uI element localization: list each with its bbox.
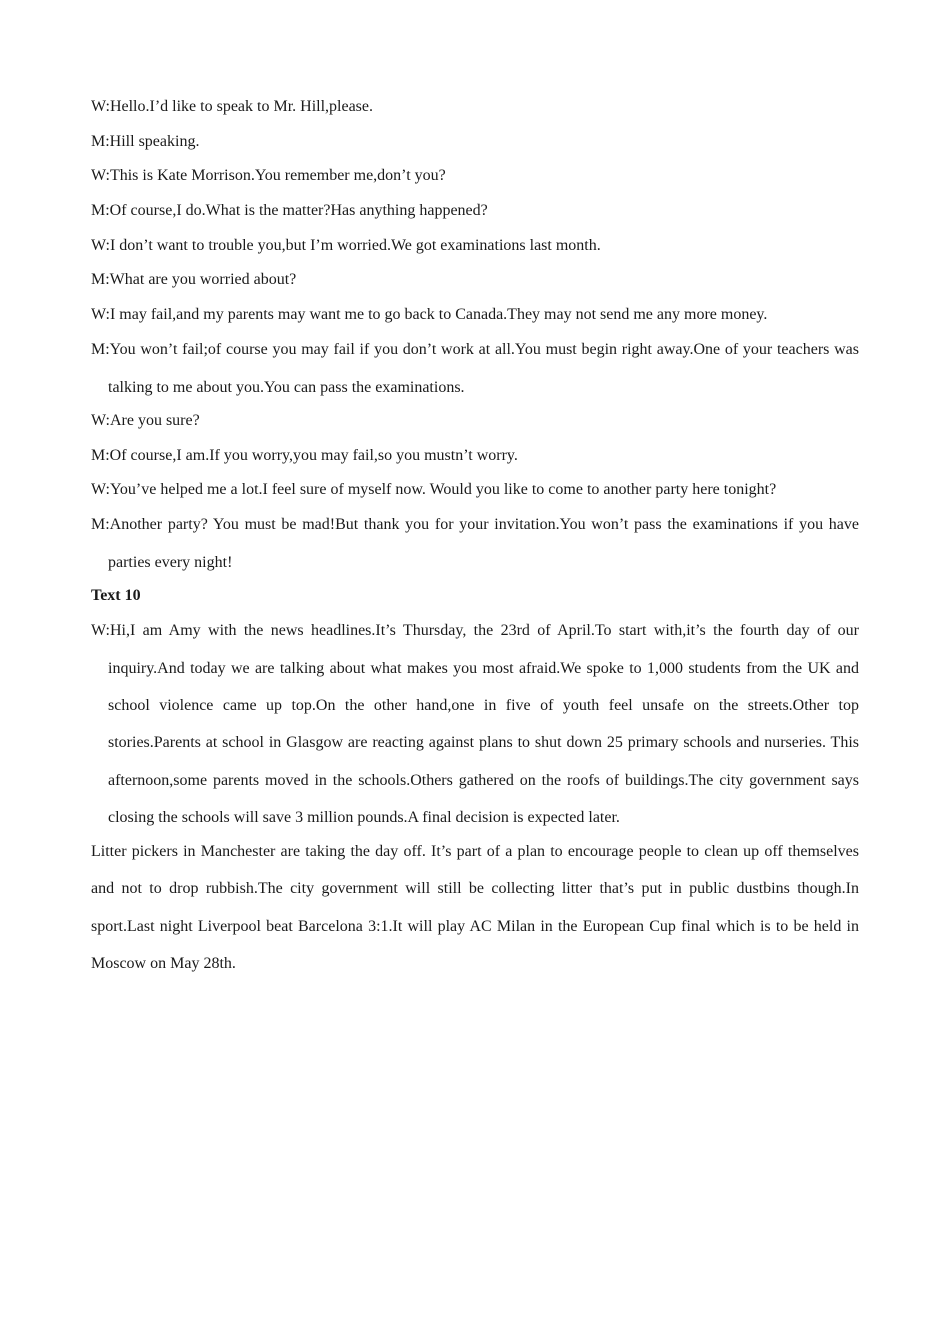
news-paragraph: W:Hi,I am Amy with the news headlines.It’s Thursday, the 23rd of April.To start with,it’s the fourth day of our inquiry.And today we are talking about what makes you most afraid.We spoke to 1,000 students from the UK and school violence came up top.On the other hand,one in five of youth feel unsafe on the streets.Other top stories.Parents at school in Glasgow are reacting against plans to shut down 25 primary schools and nurseries. This afternoon,some parents moved in the schools.Others gathered on the roofs of buildings.The city government says closing the schools will save 3 million pounds.A final decision is expected later.: [91, 622, 859, 827]
dialogue-line: M:Of course,I am.If you worry,you may fail,so you mustn’t worry.: [91, 446, 518, 464]
dialogue-line: M:Of course,I do.What is the matter?Has anything happened?: [91, 202, 488, 220]
dialogue-line: M:What are you worried about?: [91, 271, 297, 289]
dialogue-line: M:Hill speaking.: [91, 132, 200, 150]
litter-paragraph: Litter pickers in Manchester are taking the day off. It’s part of a plan to encourage people to clean up off themselves and not to drop rubbish.The city government will still be collecting litter that’s put in public dustbins though.In sport.Last night Liverpool beat Barcelona 3:1.It will play AC Milan in the European Cup final which is to be held in Moscow on May 28th.: [91, 842, 859, 973]
dialogue-line: M:You won’t fail;of course you may fail if you don’t work at all.You must begin right away.One of your teachers was talking to me about you.You can pass the examinations.: [91, 341, 859, 396]
dialogue-line: W:I may fail,and my parents may want me to go back to Canada.They may not send me any more money.: [91, 306, 768, 324]
dialogue-line: W:Are you sure?: [91, 411, 200, 429]
dialogue-line: W:You’ve helped me a lot.I feel sure of myself now. Would you like to come to another party here tonight?: [91, 481, 777, 499]
dialogue-line: W:This is Kate Morrison.You remember me,don’t you?: [91, 167, 446, 185]
dialogue-line: W:Hello.I’d like to speak to Mr. Hill,please.: [91, 98, 374, 115]
section-heading: Text 10: [91, 587, 141, 605]
dialogue-line: W:I don’t want to trouble you,but I’m worried.We got examinations last month.: [91, 236, 601, 254]
dialogue-line: M:Another party? You must be mad!But thank you for your invitation.You won’t pass the examinations if you have parties every night!: [91, 516, 859, 571]
document-page: [91, 96, 859, 987]
